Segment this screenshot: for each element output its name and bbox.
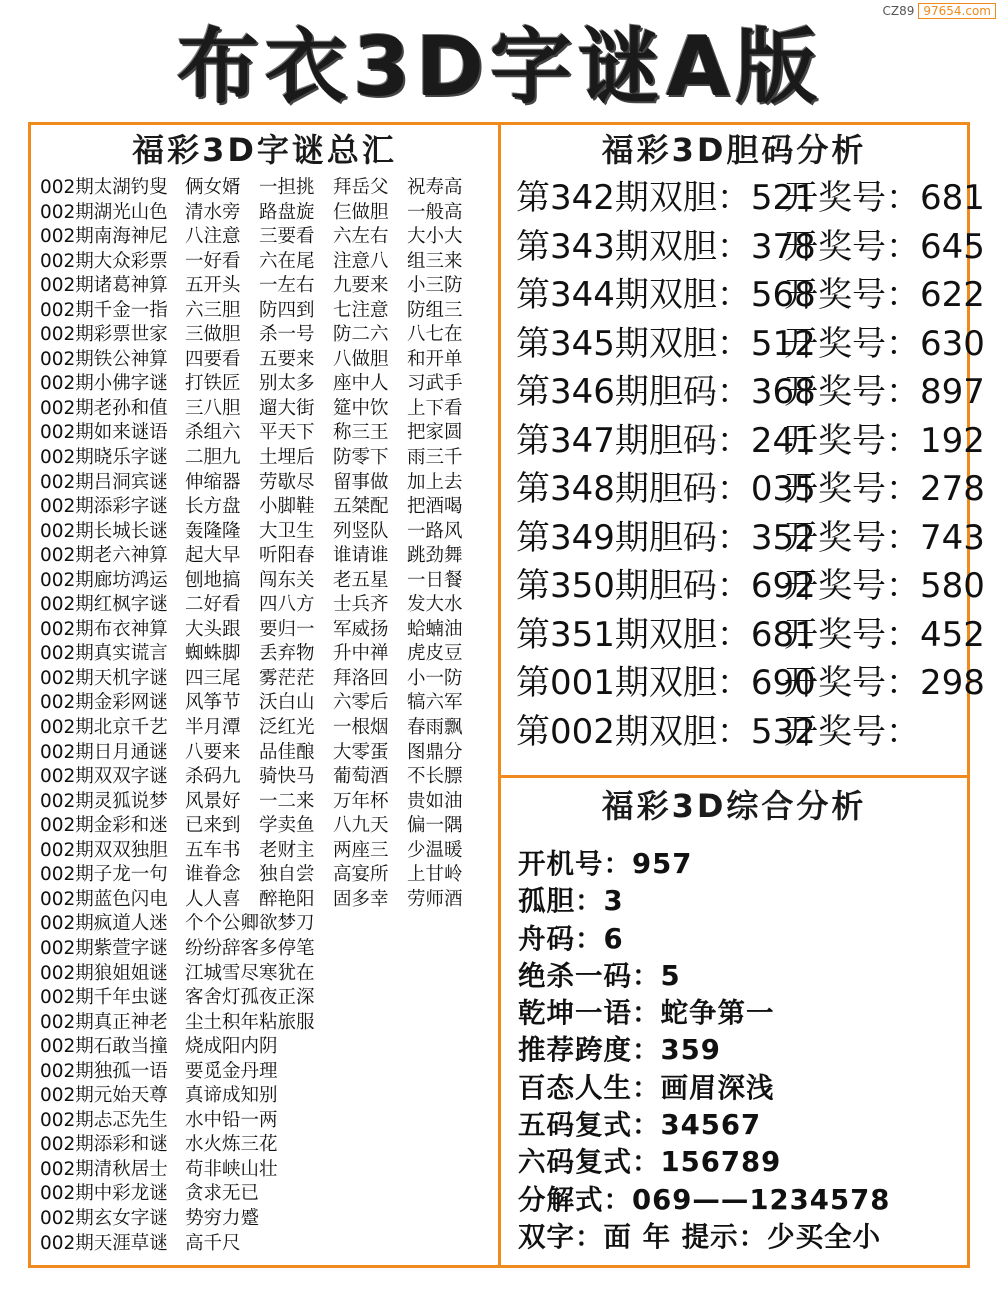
- riddle-row: [40, 962, 495, 987]
- dan-row: [516, 708, 966, 757]
- riddle-name: 002期诸葛神算: [40, 275, 168, 297]
- riddle-name: 002期日月通谜: [40, 741, 168, 763]
- riddle-name: 002期铁公神算: [40, 348, 168, 370]
- riddle-clue: 水中铅一两: [185, 1109, 278, 1131]
- dan-row: [516, 271, 985, 320]
- comprehensive-line: 开机号：957: [518, 848, 693, 880]
- riddle-row: [40, 790, 495, 815]
- riddle-clue: 水火炼三花: [185, 1134, 278, 1156]
- riddle-clue: 尘土积年粘旅服: [185, 1011, 315, 1033]
- dan-label: 第342期双胆：521: [516, 178, 816, 218]
- riddle-clue: 势穷力蹙: [185, 1207, 260, 1229]
- dan-open: 开奖号：743: [784, 517, 985, 558]
- comprehensive-list: [518, 846, 968, 1256]
- riddle-row: [40, 1133, 495, 1158]
- riddle-row: [40, 937, 495, 962]
- dan-label: 第344期双胆：568: [516, 275, 816, 315]
- comprehensive-line: 孤胆：3: [518, 885, 624, 918]
- dan-open: 开奖号：452: [784, 614, 985, 655]
- riddle-name: 002期红枫字谜: [40, 594, 168, 616]
- dan-open: 开奖号：897: [784, 372, 985, 412]
- riddle-clue: 二胆九 土埋后 防零下 雨三千: [185, 447, 463, 469]
- dan-label: 第002期双胆：532: [516, 711, 816, 752]
- riddle-clue: 轰隆隆 大卫生 列竖队 一路风: [185, 520, 463, 542]
- riddle-row: [40, 397, 495, 422]
- dan-row: [516, 611, 985, 660]
- riddle-name: 002期蓝色闪电: [40, 888, 168, 910]
- riddle-name: 002期添彩字谜: [40, 496, 168, 518]
- riddle-clue: 风景好 一二来 万年杯 贵如油: [185, 790, 463, 812]
- dan-row: [516, 514, 985, 563]
- riddle-clue: 三八胆 遛大街 筵中饮 上下看: [185, 397, 463, 419]
- riddle-name: 002期如来谜语: [40, 422, 168, 444]
- riddle-clue: 四三尾 雾茫茫 拜洛回 小一防: [185, 667, 463, 689]
- riddle-row: [40, 1084, 495, 1109]
- comprehensive-line: 六码复式：156789: [518, 1146, 782, 1179]
- riddle-row: [40, 250, 495, 275]
- dan-row: [516, 223, 985, 272]
- comprehensive-line: 乾坤一语：蛇争第一: [518, 997, 775, 1030]
- riddle-name: 002期天机字谜: [40, 667, 168, 689]
- riddle-row: [40, 1060, 495, 1085]
- riddle-clue: 起大早 听阳春 谁请谁 跳劲舞: [185, 545, 463, 567]
- riddle-name: 002期湖光山色: [40, 201, 168, 223]
- riddle-row: [40, 1158, 495, 1183]
- riddle-clue: 刨地搞 闯东关 老五星 一日餐: [185, 569, 463, 591]
- dan-label: 第349期胆码：352: [516, 517, 816, 558]
- riddle-row: [40, 863, 495, 888]
- riddle-name: 002期元始天尊: [40, 1085, 168, 1107]
- riddle-row: [40, 691, 495, 716]
- riddle-clue: 一好看 六在尾 注意八 组三来: [185, 250, 463, 272]
- riddle-clue: 风筝节 沃白山 六零后 犒六军: [185, 692, 463, 714]
- riddle-row: [40, 716, 495, 741]
- riddle-clue: 长方盘 小脚鞋 五桀配 把酒喝: [185, 496, 463, 518]
- riddle-name: 002期千年虫谜: [40, 987, 168, 1009]
- riddle-clue: 八注意 三要看 六左右 大小大: [185, 226, 463, 248]
- riddle-clue: 个个公卿欲梦刀: [185, 913, 315, 935]
- riddle-clue: 三做胆 杀一号 防二六 八七在: [185, 324, 463, 346]
- riddle-clue: 四要看 五要来 八做胆 和开单: [185, 348, 463, 370]
- riddle-name: 002期天涯草谜: [40, 1232, 168, 1254]
- riddle-row: [40, 618, 495, 643]
- riddle-row: [40, 520, 495, 545]
- dan-label: 第343期双胆：378: [516, 226, 816, 267]
- riddle-clue: 人人喜 醉艳阳 固多幸 劳师酒: [185, 888, 463, 910]
- riddle-clue: 五开头 一左右 九要来 小三防: [185, 275, 463, 297]
- riddle-row: [40, 446, 495, 471]
- riddle-name: 002期大众彩票: [40, 250, 168, 272]
- comprehensive-title: 福彩3D综合分析: [601, 787, 867, 825]
- dan-row: [516, 320, 985, 369]
- riddle-clue: 苟非峡山壮: [185, 1158, 278, 1180]
- riddle-clue: 五车书 老财主 两座三 少温暖: [185, 839, 463, 861]
- riddle-row: [40, 274, 495, 299]
- riddle-name: 002期晓乐字谜: [40, 447, 168, 469]
- riddle-name: 002期双双字谜: [40, 766, 168, 788]
- riddle-clue: 六三胆 防四到 七注意 防组三: [185, 299, 463, 321]
- riddle-row: [40, 1232, 495, 1257]
- dan-open: 开奖号：298: [784, 663, 985, 703]
- riddle-row: [40, 495, 495, 520]
- dan-label: 第001期双胆：690: [516, 663, 816, 703]
- riddle-row: [40, 201, 495, 226]
- dan-open: 开奖号：622: [784, 275, 985, 315]
- dan-row: [516, 174, 985, 223]
- dan-open: 开奖号：: [784, 711, 920, 752]
- riddle-row: [40, 986, 495, 1011]
- comprehensive-line: 绝杀一码：5: [518, 959, 681, 992]
- dan-row: [516, 465, 985, 514]
- riddle-clue: 大头跟 要归一 军威扬 蛤蝻油: [185, 618, 463, 640]
- riddle-row: [40, 642, 495, 667]
- riddle-clue: 清水旁 路盘旋 仨做胆 一般高: [185, 201, 463, 223]
- dan-label: 第350期胆码：692: [516, 566, 816, 606]
- riddle-name: 002期疯道人迷: [40, 913, 168, 935]
- riddle-name: 002期石敢当撞: [40, 1036, 168, 1058]
- riddle-clue: 半月潭 泛红光 一根烟 春雨飘: [185, 717, 463, 739]
- riddle-clue: 已来到 学卖鱼 八九天 偏一隅: [185, 815, 463, 837]
- riddle-name: 002期南海神尼: [40, 226, 168, 248]
- riddle-clue: 高千尺: [185, 1232, 241, 1254]
- dan-row: [516, 659, 985, 708]
- dan-list: [516, 174, 985, 756]
- riddle-name: 002期清秋居士: [40, 1158, 168, 1180]
- riddle-name: 002期独孤一语: [40, 1060, 168, 1082]
- riddle-row: [40, 569, 495, 594]
- riddle-name: 002期双双独胆: [40, 839, 168, 861]
- dan-label: 第348期胆码：035: [516, 469, 816, 509]
- riddle-list: [40, 176, 495, 1256]
- comprehensive-line: 五码复式：34567: [518, 1109, 762, 1142]
- riddle-row: [40, 544, 495, 569]
- riddle-clue: 杀组六 平天下 称三王 把家圆: [185, 422, 463, 444]
- dan-open: 开奖号：580: [784, 566, 985, 606]
- watermark-site: 97654.com: [918, 3, 996, 19]
- riddle-clue: 二好看 四八方 士兵齐 发大水: [185, 594, 463, 616]
- dan-row: [516, 417, 985, 466]
- riddle-clue: 伸缩器 劳歇尽 留事做 加上去: [185, 471, 463, 493]
- riddle-name: 002期狼姐姐谜: [40, 962, 168, 984]
- dan-open: 开奖号：645: [784, 226, 985, 267]
- riddle-clue: 真谛成知别: [185, 1085, 278, 1107]
- watermark: [883, 3, 997, 19]
- riddle-clue: 八要来 品佳酿 大零蛋 图鼎分: [185, 741, 463, 763]
- riddle-clue: 贪求无已: [185, 1183, 260, 1205]
- riddle-row: [40, 323, 495, 348]
- riddle-name: 002期彩票世家: [40, 324, 168, 346]
- riddle-row: [40, 888, 495, 913]
- comprehensive-line: 分解式：069——1234578: [518, 1183, 891, 1216]
- riddle-row: [40, 1182, 495, 1207]
- riddle-name: 002期长城长谜: [40, 520, 168, 542]
- riddle-name: 002期玄女字谜: [40, 1207, 168, 1229]
- riddle-clue: 打铁匠 别太多 座中人 习武手: [185, 373, 463, 395]
- comprehensive-line: 双字：面 年 提示：少买全小: [518, 1220, 882, 1253]
- riddle-name: 002期紫萱字谜: [40, 937, 168, 959]
- riddle-clue: 杀码九 骑快马 葡萄酒 不长膘: [185, 766, 463, 788]
- dan-label: 第351期双胆：681: [516, 614, 816, 655]
- dan-label: 第347期胆码：241: [516, 420, 816, 461]
- riddle-name: 002期吕洞宾谜: [40, 471, 168, 493]
- riddle-name: 002期老孙和值: [40, 397, 168, 419]
- riddle-clue: 客舍灯孤夜正深: [185, 987, 315, 1009]
- dan-label: 第345期双胆：512: [516, 323, 816, 364]
- riddle-name: 002期忐忑先生: [40, 1109, 168, 1131]
- riddle-row: [40, 1109, 495, 1134]
- dan-row: [516, 368, 985, 417]
- riddle-clue: 俩女婿 一担挑 拜岳父 祝寿高: [185, 177, 463, 198]
- riddle-row: [40, 299, 495, 324]
- riddle-name: 002期千金一指: [40, 299, 168, 321]
- dan-open: 开奖号：192: [784, 420, 985, 461]
- dan-open: 开奖号：278: [784, 469, 985, 509]
- comprehensive-line: 百态人生：画眉深浅: [518, 1071, 775, 1104]
- riddle-name: 002期灵狐说梦: [40, 790, 168, 812]
- comprehensive-line: 舟码：6: [518, 922, 624, 955]
- riddle-name: 002期中彩龙谜: [40, 1183, 168, 1205]
- riddle-row: [40, 765, 495, 790]
- dan-row: [516, 562, 985, 611]
- riddle-row: [40, 814, 495, 839]
- riddle-row: [40, 741, 495, 766]
- riddle-clue: 要觅金丹理: [185, 1060, 278, 1082]
- riddles-title: 福彩3D字谜总汇: [132, 131, 397, 169]
- riddle-clue: 江城雪尽寒犹在: [185, 962, 315, 984]
- riddle-name: 002期真实谎言: [40, 643, 168, 665]
- riddle-name: 002期北京千艺: [40, 717, 168, 739]
- riddle-clue: 烧成阳内阴: [185, 1036, 278, 1058]
- dan-analysis-title: 福彩3D胆码分析: [601, 131, 867, 169]
- riddle-name: 002期金彩网谜: [40, 692, 168, 714]
- riddle-row: [40, 1011, 495, 1036]
- riddle-name: 002期添彩和谜: [40, 1134, 168, 1156]
- column-divider: [498, 122, 501, 1268]
- riddle-row: [40, 348, 495, 373]
- riddle-row: [40, 421, 495, 446]
- riddle-row: [40, 471, 495, 496]
- riddle-name: 002期太湖钓叟: [40, 177, 168, 198]
- dan-label: 第346期胆码：368: [516, 372, 816, 412]
- riddle-row: [40, 372, 495, 397]
- riddle-name: 002期廊坊鸿运: [40, 569, 168, 591]
- riddle-clue: 纷纷辞客多停笔: [185, 937, 315, 959]
- page-title: 布衣3D字谜A版: [176, 20, 824, 115]
- riddle-row: [40, 176, 495, 201]
- riddle-name: 002期老六神算: [40, 545, 168, 567]
- riddle-clue: 谁眷念 独自尝 高宴所 上甘岭: [185, 864, 463, 886]
- riddle-row: [40, 839, 495, 864]
- riddle-row: [40, 912, 495, 937]
- section-divider: [498, 775, 970, 778]
- riddle-name: 002期小佛字谜: [40, 373, 168, 395]
- comprehensive-line: 推荐跨度：359: [518, 1034, 721, 1067]
- riddle-name: 002期子龙一句: [40, 864, 168, 886]
- riddle-clue: 蜘蛛脚 丢弃物 升中禅 虎皮豆: [185, 643, 463, 665]
- dan-open: 开奖号：630: [784, 323, 985, 364]
- dan-open: 开奖号：681: [784, 178, 985, 218]
- riddle-name: 002期真正神老: [40, 1011, 168, 1033]
- riddle-row: [40, 593, 495, 618]
- riddle-row: [40, 1035, 495, 1060]
- riddle-name: 002期布衣神算: [40, 618, 168, 640]
- riddle-row: [40, 225, 495, 250]
- riddle-row: [40, 1207, 495, 1232]
- riddle-name: 002期金彩和迷: [40, 815, 168, 837]
- riddle-row: [40, 667, 495, 692]
- watermark-prefix: CZ89: [882, 4, 915, 18]
